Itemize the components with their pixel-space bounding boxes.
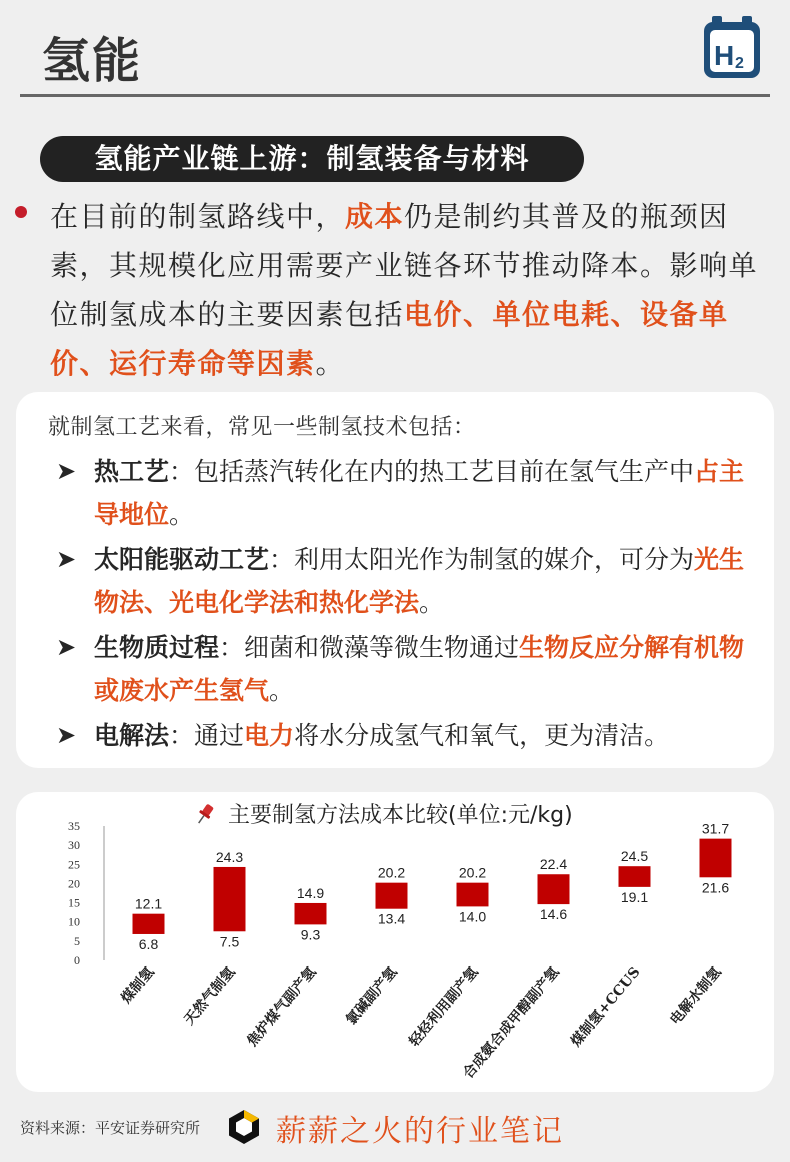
hydrogen-battery-icon bbox=[700, 14, 764, 82]
process-item-electrolysis bbox=[56, 714, 756, 757]
process-separator: ： bbox=[169, 721, 195, 750]
intro-highlight-cost: 成本 bbox=[345, 200, 405, 233]
process-item-thermal bbox=[56, 450, 756, 536]
bar-high-label: 14.9 bbox=[296, 884, 325, 901]
badge-text: H bbox=[714, 40, 735, 71]
x-category-label: 煤制氢+CCUS bbox=[568, 964, 644, 1050]
bar-high-label: 31.7 bbox=[701, 820, 730, 837]
process-item-solar bbox=[56, 538, 756, 624]
bar-low-label: 14.0 bbox=[458, 908, 487, 925]
process-highlight: 占主导地位 bbox=[94, 457, 745, 529]
process-tail: 。 bbox=[169, 500, 195, 529]
bar-low-label: 9.3 bbox=[300, 926, 321, 943]
process-separator: ： bbox=[219, 633, 245, 662]
cost-range-chart bbox=[16, 792, 774, 1092]
process-text: 包括蒸汽转化在内的热工艺目前在氢气生产中 bbox=[194, 457, 695, 486]
process-name: 生物质过程 bbox=[94, 633, 220, 662]
process-text: 通过 bbox=[194, 721, 245, 750]
process-separator: ： bbox=[169, 457, 195, 486]
cost-range-bar bbox=[133, 914, 165, 934]
arrow-icon: ➤ bbox=[56, 721, 77, 749]
cost-range-bar bbox=[376, 883, 408, 909]
x-category-label: 天然气制氢 bbox=[181, 964, 239, 1029]
process-item-biomass bbox=[56, 626, 756, 712]
bar-high-label: 24.3 bbox=[215, 848, 244, 865]
intro-text-3: 。 bbox=[315, 347, 346, 380]
source-note: 资料来源：平安证券研究所 bbox=[20, 1119, 201, 1137]
y-tick-label: 5 bbox=[74, 933, 80, 948]
chart-card bbox=[16, 792, 774, 1092]
intro-text-2: 仍是制约其普及的瓶颈因素，其规模化应用需要产业链各环节推动降本。影响单位制氢成本的主要因素包括 bbox=[50, 200, 759, 331]
cost-range-bar bbox=[700, 839, 732, 878]
process-name: 热工艺 bbox=[94, 457, 170, 486]
cost-range-bar bbox=[457, 883, 489, 907]
process-tail: 将水分成氢气和氧气，更为清洁。 bbox=[294, 721, 670, 750]
y-tick-label: 35 bbox=[68, 819, 80, 833]
arrow-icon: ➤ bbox=[56, 545, 77, 573]
bar-high-label: 20.2 bbox=[377, 864, 406, 881]
process-text: 利用太阳光作为制氢的媒介，可分为 bbox=[294, 545, 695, 574]
y-tick-label: 10 bbox=[68, 914, 80, 929]
arrow-icon: ➤ bbox=[56, 457, 77, 485]
badge-subscript: 2 bbox=[735, 55, 744, 72]
y-tick-label: 30 bbox=[68, 838, 80, 853]
y-tick-label: 25 bbox=[68, 857, 80, 872]
process-tail: 。 bbox=[269, 676, 295, 705]
section-heading: 氢能产业链上游：制氢装备与材料 bbox=[40, 136, 584, 182]
bar-low-label: 6.8 bbox=[138, 935, 159, 952]
title-divider bbox=[20, 94, 770, 97]
process-highlight: 电力 bbox=[244, 721, 295, 750]
bar-low-label: 13.4 bbox=[377, 910, 406, 927]
process-name: 电解法 bbox=[94, 721, 170, 750]
process-highlight: 生物反应分解有机物或废水产生氢气 bbox=[94, 633, 745, 705]
bar-low-label: 21.6 bbox=[701, 879, 730, 896]
x-category-label: 焦炉煤气副产氢 bbox=[244, 964, 320, 1050]
y-tick-label: 20 bbox=[68, 876, 80, 891]
intro-text-1: 在目前的制氢路线中， bbox=[50, 200, 346, 233]
intro-highlight-factors: 电价、单位电耗、设备单价、运行寿命等因素 bbox=[50, 298, 729, 380]
x-category-label: 煤制氢 bbox=[118, 964, 158, 1007]
cost-range-bar bbox=[214, 867, 246, 931]
bar-low-label: 7.5 bbox=[219, 933, 240, 950]
process-text: 细菌和微藻等微生物通过 bbox=[244, 633, 520, 662]
intro-paragraph bbox=[50, 192, 770, 388]
process-name: 太阳能驱动工艺 bbox=[94, 545, 270, 574]
bar-high-label: 24.5 bbox=[620, 848, 649, 865]
chart-title-text: 主要制氢方法成本比较(单位:元/kg) bbox=[228, 803, 573, 828]
x-category-label: 轻烃利用副产氢 bbox=[406, 964, 482, 1050]
process-separator: ： bbox=[269, 545, 295, 574]
process-intro: 就制氢工艺来看，常见一些制氢技术包括： bbox=[48, 415, 476, 440]
bar-low-label: 14.6 bbox=[539, 906, 568, 923]
bar-low-label: 19.1 bbox=[620, 888, 649, 905]
process-card bbox=[16, 392, 774, 768]
bar-high-label: 12.1 bbox=[134, 895, 163, 912]
brand-name: 薪薪之火的行业笔记 bbox=[276, 1114, 564, 1149]
x-category-label: 氯碱副产氢 bbox=[343, 964, 401, 1029]
bullet-icon bbox=[15, 206, 27, 218]
y-tick-label: 0 bbox=[74, 953, 80, 967]
brand-logo-icon bbox=[226, 1108, 262, 1146]
y-tick-label: 15 bbox=[68, 895, 80, 910]
bar-high-label: 22.4 bbox=[539, 856, 568, 873]
x-category-label: 电解水制氢 bbox=[667, 964, 725, 1029]
process-highlight: 光生物法、光电化学法和热化学法 bbox=[94, 545, 745, 617]
cost-range-bar bbox=[538, 874, 570, 904]
cost-range-bar bbox=[619, 866, 651, 887]
arrow-icon: ➤ bbox=[56, 633, 77, 661]
bar-high-label: 20.2 bbox=[458, 864, 487, 881]
page-title: 氢能 bbox=[42, 33, 143, 89]
process-tail: 。 bbox=[419, 588, 445, 617]
cost-range-bar bbox=[295, 903, 327, 924]
x-category-label: 合成氨合成甲醇副产氢 bbox=[460, 964, 563, 1082]
